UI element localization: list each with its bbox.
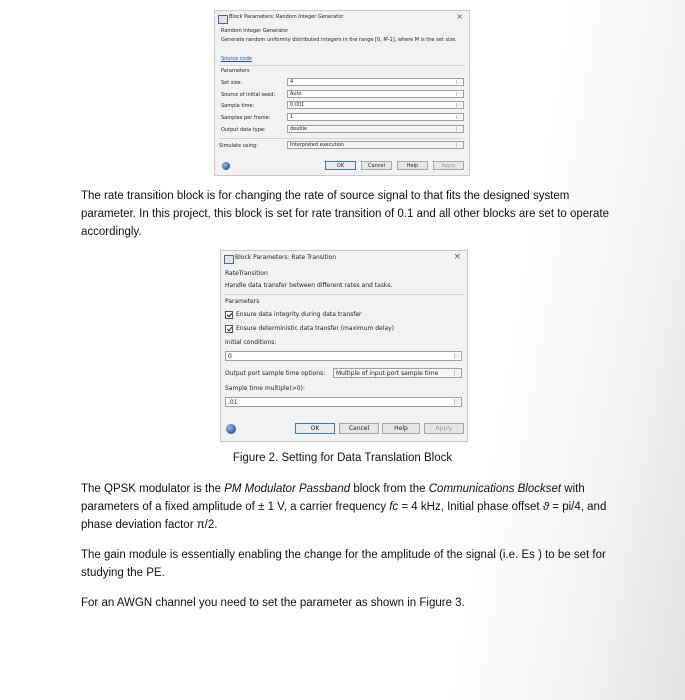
- figure-caption: Figure 2. Setting for Data Translation Block: [232, 452, 453, 464]
- seed-source-label: Source of initial seed:: [221, 92, 276, 98]
- sample-time-label: Sample time:: [221, 103, 255, 109]
- title-bar: [221, 251, 467, 267]
- title-bar: [215, 11, 469, 27]
- output-sample-time-label: Output port sample time options:: [225, 370, 326, 377]
- chevron-down-icon[interactable]: [456, 127, 462, 131]
- output-sample-time-select[interactable]: Multiple of input port sample time: [333, 368, 462, 378]
- paragraph-qpsk-modulator: The QPSK modulator is the PM Modulator Passband block from the Communications Blockset with parameters of a fixed amplitude of ± 1 V, a carrier frequency fc = 4 kHz, Initial phase offset ϑ = pi/4, and phase deviation factor π/2.: [81, 483, 607, 531]
- block-parameters-icon: [218, 15, 228, 24]
- initial-conditions-label: Initial conditions:: [225, 339, 277, 346]
- cancel-button[interactable]: Cancel: [339, 423, 379, 434]
- simulate-using-label: Simulate using:: [219, 143, 258, 149]
- spinner-icon[interactable]: [456, 92, 462, 96]
- ok-button[interactable]: OK: [295, 423, 335, 434]
- parameters-heading: Parameters: [225, 298, 260, 305]
- sample-time-multiple-label: Sample time multiple(>0):: [225, 385, 305, 392]
- output-data-type-select[interactable]: double: [287, 125, 464, 133]
- paragraph-awgn-channel: For an AWGN channel you need to set the parameter as shown in Figure 3.: [81, 597, 465, 609]
- close-icon[interactable]: ×: [453, 252, 461, 262]
- simulate-using-select[interactable]: Interpreted execution: [287, 141, 464, 149]
- dialog-random-integer-generator: [214, 10, 470, 176]
- dialog-title: Block Parameters: Random Integer Generator: [229, 14, 344, 20]
- spinner-icon[interactable]: [456, 103, 462, 107]
- spinner-icon[interactable]: [454, 353, 460, 359]
- chevron-down-icon[interactable]: [454, 370, 460, 376]
- divider: [219, 138, 465, 139]
- data-integrity-checkbox[interactable]: [225, 311, 233, 319]
- dialog-rate-transition: [220, 250, 468, 442]
- spinner-icon[interactable]: [456, 115, 462, 119]
- apply-button[interactable]: Apply: [424, 423, 464, 434]
- apply-button[interactable]: Apply: [433, 161, 464, 170]
- block-parameters-icon: [224, 255, 234, 264]
- data-integrity-label: Ensure data integrity during data transfer: [236, 311, 362, 318]
- paragraph-rate-transition: The rate transition block is for changing the rate of source signal to that fits the designed system parameter. In this project, this block is set for rate transition of 0.1 and all other blocks are set to operate accordingly.: [81, 190, 609, 238]
- help-button[interactable]: Help: [382, 423, 420, 434]
- spinner-icon[interactable]: [454, 399, 460, 405]
- help-icon[interactable]: [226, 424, 236, 434]
- block-description: Generate random uniformly distributed integers in the range [0, M-1], where M is the set size.: [221, 37, 457, 43]
- dialog-title: Block Parameters: Rate Transition: [235, 254, 337, 261]
- block-description: Handle data transfer between different rates and tasks.: [225, 282, 393, 289]
- samples-per-frame-input[interactable]: 1: [287, 113, 464, 121]
- samples-per-frame-label: Samples per frame:: [221, 115, 271, 121]
- sample-time-input[interactable]: 0.001: [287, 101, 464, 109]
- close-icon[interactable]: ×: [456, 12, 463, 21]
- help-icon[interactable]: [222, 162, 230, 170]
- chevron-down-icon[interactable]: [456, 143, 462, 147]
- spinner-icon[interactable]: [456, 80, 462, 84]
- block-name: Random Integer Generator: [221, 28, 289, 34]
- initial-conditions-input[interactable]: 0: [225, 351, 462, 361]
- divider: [219, 65, 465, 66]
- parameters-heading: Parameters: [221, 68, 250, 74]
- deterministic-transfer-label: Ensure deterministic data transfer (maximum delay): [236, 325, 394, 332]
- source-code-link[interactable]: Source code: [221, 56, 252, 62]
- sample-time-multiple-input[interactable]: .01: [225, 397, 462, 407]
- ok-button[interactable]: OK: [325, 161, 356, 170]
- help-button[interactable]: Help: [397, 161, 428, 170]
- paragraph-gain-module: The gain module is essentially enabling the change for the amplitude of the signal (i.e. Es ) to be set for studying the PE.: [81, 549, 606, 579]
- divider: [224, 294, 464, 295]
- set-size-label: Set size:: [221, 80, 243, 86]
- output-data-type-label: Output data type:: [221, 127, 266, 133]
- set-size-input[interactable]: 4: [287, 78, 464, 86]
- deterministic-transfer-checkbox[interactable]: [225, 325, 233, 333]
- seed-source-input[interactable]: Auto: [287, 90, 464, 98]
- cancel-button[interactable]: Cancel: [361, 161, 392, 170]
- block-name: RateTransition: [225, 270, 268, 277]
